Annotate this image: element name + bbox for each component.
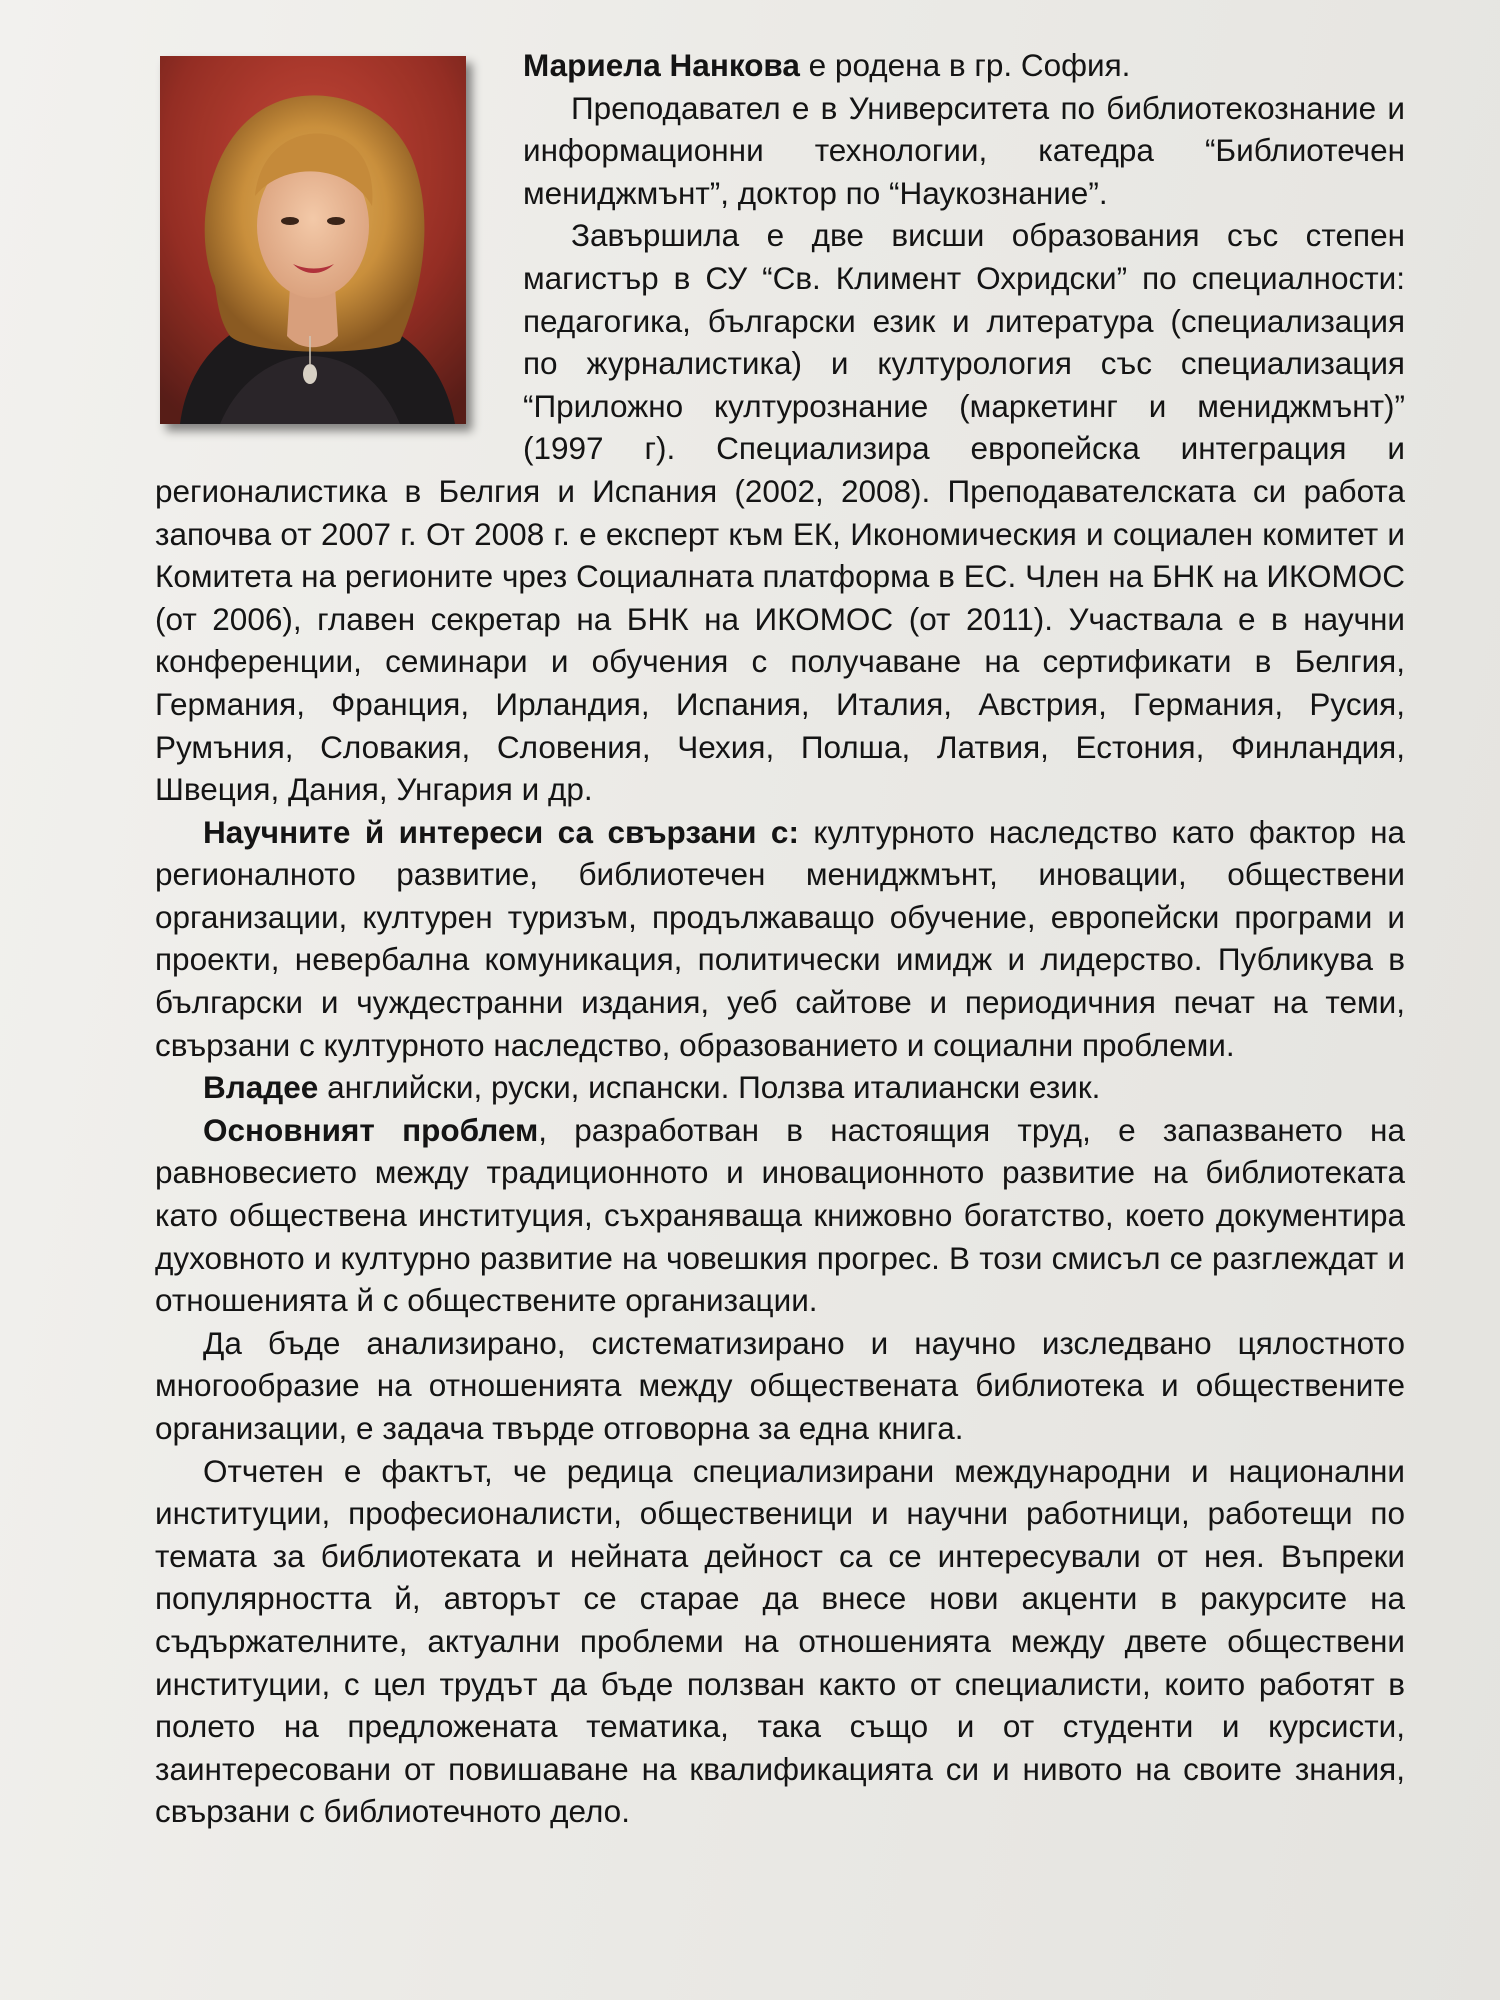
languages-heading: Владее [203,1069,319,1106]
paragraph-main-problem [155,1109,1405,1322]
interests-heading: Научните й интереси са свързани с: [203,813,799,850]
main-problem-text: , разработван в настоящия труд, е запазването на равновесието между традиционното и иновационното развитие на библиотеката като обществена институция, съхраняваща книжовно богатство, което документира духовното и културно развитие на човешкия прогрес. В този смисъл се разглеждат и отношенията й с обществените организации. [155,1111,1405,1319]
paragraph-languages [155,1066,1405,1109]
photo-text-wrap-spacer [155,44,523,462]
paragraph-interests [155,811,1405,1067]
paragraph-analysis: Да бъде анализирано, систематизирано и научно изследвано цялостното многообразие на отношенията между обществената библиотека и обществените организации, е задача твърде отговорна за една книга. [155,1324,1405,1446]
paragraph-position: Преподавател е в Университета по библиотекознание и информационни технологии, катедра “Библиотечен мениджмънт”, доктор по “Наукознание”. [523,89,1405,211]
paragraph-conclusion: Отчетен е фактът, че редица специализирани международни и национални институции, професионалисти, общественици и научни работници, работещи по темата за библиотеката и нейната дейност са се интересували от нея. Въпреки популярността й, авторът се старае да внесе нови акценти в ракурсите на съдържателните, актуални проблеми на отношенията между двете обществени институции, с цел трудът да бъде ползван както от специалисти, които работят в полето на предложената тематика, така също и от студенти и курсисти, заинтересовани от повишаване на квалификацията си и нивото на своите знания, свързани с библиотечното дело. [155,1452,1405,1830]
author-born: е родена в гр. София. [799,47,1131,83]
languages-text: английски, руски, испански. Ползва италиански език. [318,1069,1101,1106]
interests-text: културното наследство като фактор на регионалното развитие, библиотечен мениджмънт, иновации, обществени организации, културен туризъм, продължаващо обучение, европейски програми и проекти, невербална комуникация, политически имидж и лидерство. Публикува в български и чуждестранни издания, уеб сайтове и периодичния печат на теми, свързани с културното наследство, образованието и социални проблеми. [155,813,1405,1063]
author-name: Мариела Нанкова [523,47,800,83]
biography-text [155,44,1405,1833]
paragraph-education: Завършила е две висши образования със степен магистър в СУ “Св. Климент Охридски” по специалности: педагогика, български език и литература (специализация по журналистика) и културология със специализация “Приложно културознание (маркетинг и мениджмънт)” (1997 г). Специализира европейска интеграция и регионалистика в Белгия и Испания (2002, 2008). Преподавателската си работа започва от 2007 г. От 2008 г. е експерт към ЕК, Икономическия и социален комитет и Комитета на регионите чрез Социалната платформа в ЕС. Член на БНК на ИКОМОС (от 2006), главен секретар на БНК на ИКОМОС (от 2011). Участвала е в научни конференции, семинари и обучения с получаване на сертификати в Белгия, Германия, Франция, Ирландия, Испания, Италия, Австрия, Германия, Русия, Румъния, Словакия, Словения, Чехия, Полша, Латвия, Естония, Финландия, Швеция, Дания, Унгария и др. [155,217,1405,808]
main-problem-heading: Основният проблем [203,1111,539,1148]
